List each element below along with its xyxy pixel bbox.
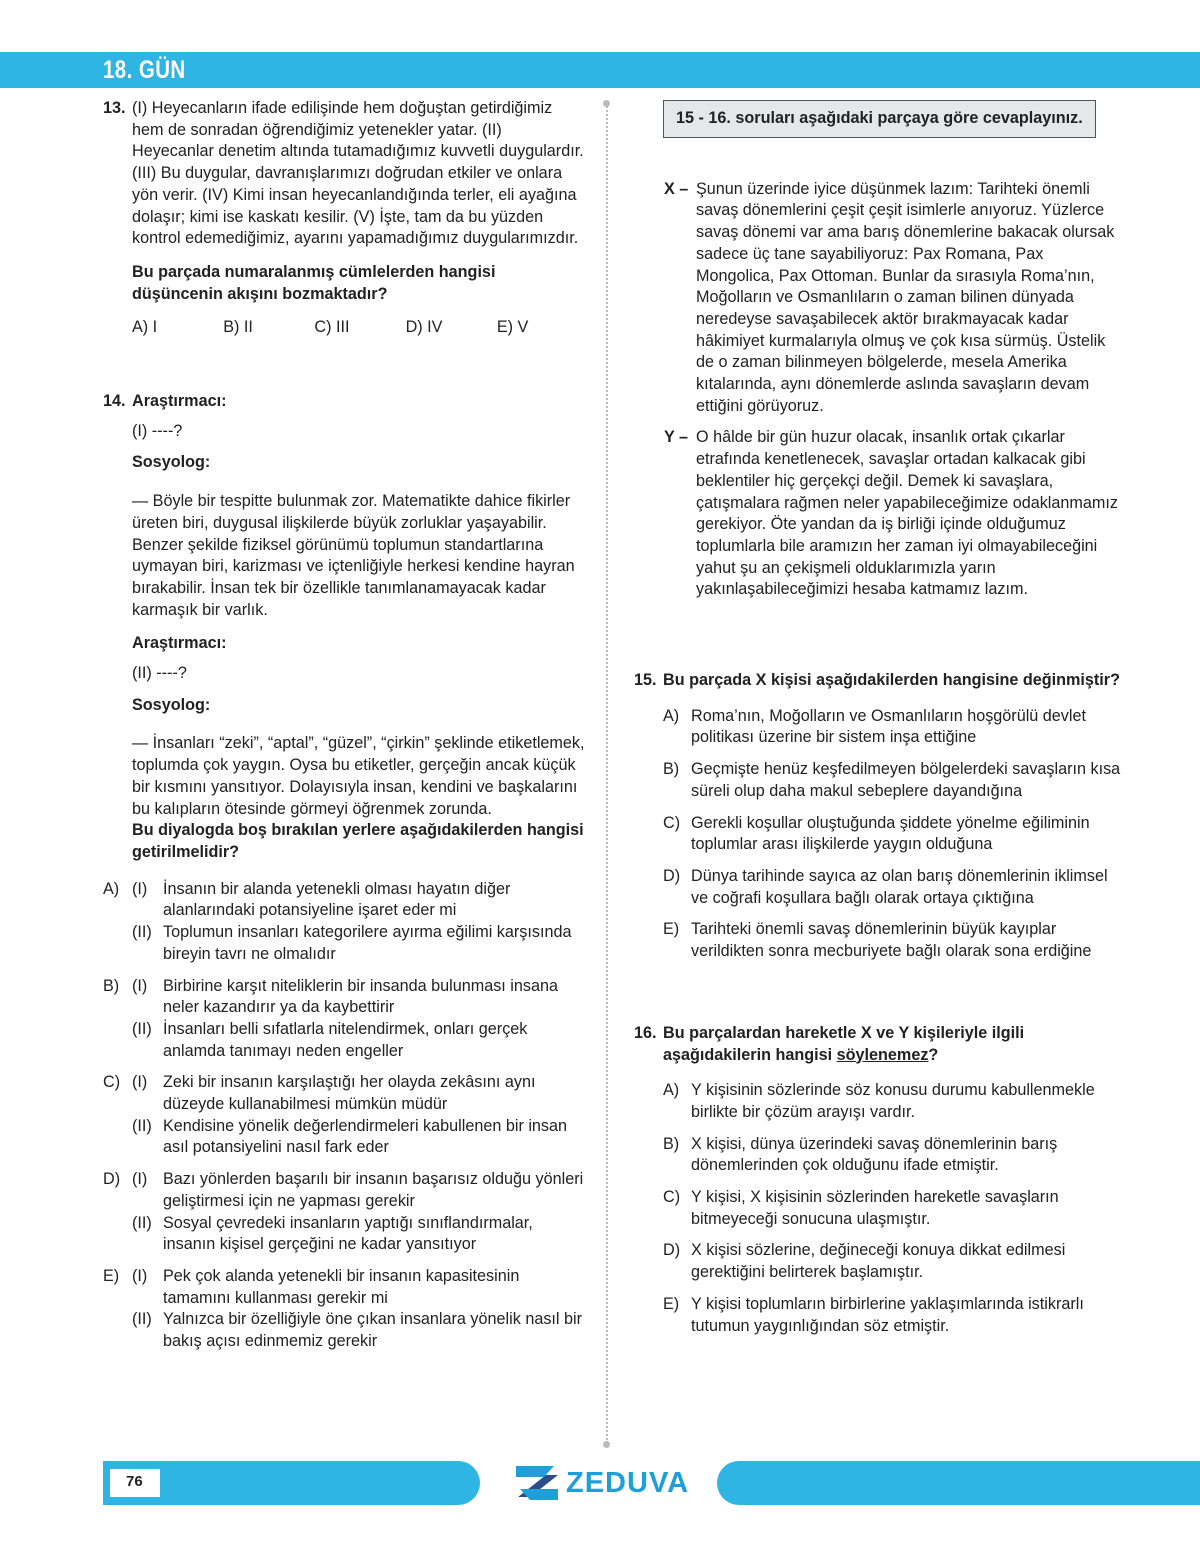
option-a[interactable] xyxy=(663,706,1124,749)
option-letter: E) xyxy=(663,1294,680,1313)
option-text-i: Bazı yönlerden başarılı bir insanın başarısız olduğu yönleri geliştirmesi için ne yapması gerekir xyxy=(163,1170,584,1210)
roman-one: (I) xyxy=(132,1170,148,1189)
speaker-researcher-1: Araştırmacı: xyxy=(132,392,227,411)
passage-x xyxy=(634,179,1124,418)
option-text: Tarihteki önemli savaş dönemlerinin büyük kayıplar verildikten sonra mecburiyete bağlı olarak sona erdiğine xyxy=(691,920,1092,961)
option-letter: D) xyxy=(663,1241,681,1260)
option-b[interactable] xyxy=(663,1134,1124,1177)
option-text-i: Pek çok alanda yetenekli bir insanın kapasitesinin tamamını kullanması gerekir mi xyxy=(163,1266,520,1307)
sociologist-answer-2: — İnsanları “zeki”, “aptal”, “güzel”, “çirkin” şeklinde etiketlemek, toplumda çok yaygın. Oysa bu etiketler, gerçeğin ancak küçük bir kısmını yansıtıyor. Dolayısıyla insan, kendini ve başkalarını bu kalıpların ötesinde görmeyi öğrenmek zorunda. xyxy=(132,734,585,818)
question-16 xyxy=(634,1023,1124,1337)
option-text: Roma’nın, Moğolların ve Osmanlıların hoşgörülü devlet politikası üzerine bir sistem inşa ettiğine xyxy=(691,706,1086,747)
right-column xyxy=(634,100,1124,1347)
option-text-i: Birbirine karşıt niteliklerin bir insanda bulunması insana neler kazandırır ya da kaybettirir xyxy=(163,976,558,1017)
option-letter: C) xyxy=(663,1188,681,1207)
option-text-i: Zeki bir insanın karşılaştığı her olayda zekâsını aynı düzeyde kullanabilmesi mümkün müdür xyxy=(163,1073,536,1114)
option-b[interactable] xyxy=(103,976,588,1063)
question-13 xyxy=(103,98,588,339)
question-14-stem: Bu diyalogda boş bırakılan yerlere aşağıdakilerden hangisi getirilmelidir? xyxy=(132,821,584,861)
divider-dot-bottom xyxy=(603,1441,610,1448)
option-letter: E) xyxy=(663,920,680,939)
speaker-x-label: X – xyxy=(664,179,689,198)
option-a[interactable] xyxy=(663,1080,1124,1123)
option-d[interactable] xyxy=(103,1169,588,1256)
option-text-ii: Toplumun insanları kategorilere ayırma eğilimi karşısında bireyin tavrı ne olmalıdır xyxy=(163,923,572,963)
option-letter: A) xyxy=(663,706,680,725)
roman-one: (I) xyxy=(132,976,148,995)
roman-two: (II) xyxy=(132,1310,152,1329)
question-15-stem: Bu parçada X kişisi aşağıdakilerden hangisine değinmiştir? xyxy=(663,671,1120,690)
question-16-mark: ? xyxy=(928,1045,939,1064)
option-text-i: İnsanın bir alanda yetenekli olması hayatın diğer alanlarındaki potansiyeline işaret eder mi xyxy=(163,879,511,920)
speaker-y-text: O hâlde bir gün huzur olacak, insanlık ortak çıkarlar etrafında kenetlenecek, savaşlar ortadan kalkacak gibi beklentiler hiç gerçekçi değil. Demek ki savaşlara, çatışmalara rağmen neler yapabileceğimize odaklanmamız gerekiyor. Öte yandan da iş birliği içinde olduğumuz toplumlarla bile aramızın her zaman iyi olmayabileceğini yahut şu an çekişmeli olduklarımızla yarın yakınlaşabileceğimizi hesaba katmamız lazım. xyxy=(696,428,1118,599)
roman-two: (II) xyxy=(132,1116,152,1135)
option-text: Dünya tarihinde sayıca az olan barış dönemlerinin iklimsel ve coğrafi koşullara bağlı olarak ortaya çıktığına xyxy=(691,866,1108,907)
option-a[interactable] xyxy=(103,879,588,966)
option-letter: D) xyxy=(103,1170,121,1189)
brand-logo xyxy=(514,1462,689,1504)
question-13-options xyxy=(132,317,588,339)
option-c[interactable] xyxy=(663,813,1124,856)
question-number: 14. xyxy=(103,392,126,411)
roman-one: (I) xyxy=(132,1073,148,1092)
option-letter: A) xyxy=(663,1081,680,1100)
roman-one: (I) xyxy=(132,1266,148,1285)
option-text-ii: Yalnızca bir özelliğiyle öne çıkan insanlara yönelik nasıl bir bakış açısı edinmemiz gerekir xyxy=(163,1310,582,1351)
day-title: 18. GÜN xyxy=(103,56,186,84)
option-letter: B) xyxy=(103,976,120,995)
option-e[interactable] xyxy=(663,919,1124,962)
option-text: Gerekli koşullar oluştuğunda şiddete yönelme eğiliminin toplumlar arası ilişkilerde yaygın olduğuna xyxy=(691,813,1090,854)
option-e[interactable] xyxy=(103,1266,588,1353)
question-16-stem-text: Bu parçalardan hareketle X ve Y kişileriyle ilgili aşağıdakilerin hangisi xyxy=(663,1023,1025,1064)
roman-two: (II) xyxy=(132,1213,152,1232)
question-number: 16. xyxy=(634,1023,657,1042)
option-letter: A) xyxy=(103,879,120,898)
option-text-ii: Sosyal çevredeki insanların yaptığı sınıflandırmalar, insanın kişisel gerçeğini ne kadar yansıtıyor xyxy=(163,1213,533,1254)
option-letter: C) xyxy=(103,1073,121,1092)
question-13-text: (I) Heyecanların ifade edilişinde hem doğuştan getirdiğimiz hem de sonradan öğrendiğimiz yetenekler yatar. (II) Heyecanlar denetim altında tutamadığımız kuvvetli duygulardır. (III) Bu duygular, davranışlarımızı doğrudan etkiler ve onlara yön verir. (IV) Kimi insan heyecanlandığında terler, eli ayağına dolaşır; kimi ise kaskatı kesilir. (V) İşte, tam da bu yüzden kontrol edemediğimiz, ayarını yapamadığımız duygularımızdır. xyxy=(132,99,584,248)
brand-name: ZEDUVA xyxy=(566,1466,690,1499)
option-letter: E) xyxy=(103,1266,120,1285)
divider-dot-top xyxy=(603,100,610,107)
option-text: Y kişisinin sözlerinde söz konusu durumu kabullenmekle birlikte bir çözüm arayışı vardır. xyxy=(691,1081,1095,1121)
left-column xyxy=(103,98,588,1353)
question-16-stem xyxy=(663,1023,1124,1066)
speaker-y-label: Y – xyxy=(664,428,689,447)
speaker-x-text: Şunun üzerinde iyice düşünmek lazım: Tarihteki önemli savaş dönemlerini çeşit çeşit isimlerle anıyoruz. Yüzlerce savaş dönemi var ama barış dönemlerine bakacak olursak sadece üç tane sayabiliyoruz: Pax Romana, Pax Mongolica, Pax Ottoman. Bunlar da sırasıyla Roma’nın, Moğolların ve Osmanlıların o zaman bilinen dünyada neredeyse savaşabilecek aktör bırakmayacak kadar hâkimiyet kurmalarıyla olmuş ve çok kısa sürmüş. Üstelik de o zaman bilinmeyen bölgelerde, mesela Amerika kıtalarında, aynı dönemlerde aslında savaşların devam ettiğini görüyoruz. xyxy=(696,179,1115,415)
roman-one: (I) xyxy=(132,879,148,898)
speaker-sociologist-2: Sosyolog: xyxy=(132,695,211,714)
roman-two: (II) xyxy=(132,1019,152,1038)
question-13-stem: Bu parçada numaralanmış cümlelerden hangisi düşüncenin akışını bozmaktadır? xyxy=(132,262,496,303)
option-text: Geçmişte henüz keşfedilmeyen bölgelerdeki savaşların kısa süreli olup daha makul sebeplere dayandığına xyxy=(691,760,1121,800)
option-e[interactable] xyxy=(663,1294,1124,1337)
passage-y xyxy=(634,427,1124,601)
sociologist-answer-1: — Böyle bir tespitte bulunmak zor. Matematikte dahice fikirler üreten biri, duygusal ilişkilerde büyük zorluklar yaşayabilir. Benzer şekilde fiziksel görünümü toplumun standartlarına uymayan biri, karizması ve içtenliğiyle herkesi kendine hayran bırakabilir. İnsan tek bir özellikle tanımlanamayacak kadar karmaşık bir varlık. xyxy=(132,492,575,619)
passage-instruction-box: 15 - 16. soruları aşağıdaki parçaya göre cevaplayınız. xyxy=(663,100,1096,138)
option-b[interactable]: B) II xyxy=(223,318,253,337)
speaker-sociologist-1: Sosyolog: xyxy=(132,453,211,472)
roman-two: (II) xyxy=(132,923,152,942)
question-14-options xyxy=(103,879,588,1353)
option-text: Y kişisi, X kişisinin sözlerinden hareketle savaşların bitmeyeceği sonucuna ulaşmıştır. xyxy=(691,1188,1059,1228)
option-c[interactable] xyxy=(103,1072,588,1159)
question-number: 13. xyxy=(103,99,126,117)
option-e[interactable]: E) V xyxy=(496,318,529,337)
option-b[interactable] xyxy=(663,759,1124,802)
option-c[interactable]: C) III xyxy=(314,318,350,337)
option-d[interactable] xyxy=(663,1240,1124,1283)
option-text-ii: Kendisine yönelik değerlendirmeleri kabullenen bir insan asıl potansiyelini nasıl fark eder xyxy=(163,1116,568,1157)
option-c[interactable] xyxy=(663,1187,1124,1230)
option-text: X kişisi sözlerine, değineceği konuya dikkat edilmesi gerektiğini belirterek başlamıştır. xyxy=(691,1241,1066,1282)
option-d[interactable] xyxy=(663,866,1124,909)
question-15 xyxy=(634,670,1124,963)
question-16-emphasis: söylenemez xyxy=(836,1045,929,1064)
zeduva-z-icon xyxy=(514,1463,560,1503)
option-letter: C) xyxy=(663,813,681,832)
blank-2: (II) ----? xyxy=(132,664,187,683)
option-text: X kişisi, dünya üzerindeki savaş dönemlerinin barış dönemlerinden çok olduğunu ifade etmiştir. xyxy=(691,1134,1058,1175)
option-text: Y kişisi toplumların birbirlerine yaklaşımlarında istikrarlı tutumun yaygınlığından söz etmiştir. xyxy=(691,1294,1084,1335)
blank-1: (I) ----? xyxy=(132,421,183,440)
option-text-ii: İnsanları belli sıfatlarla nitelendirmek, onları gerçek anlamda tanımayı neden engeller xyxy=(163,1019,528,1060)
speaker-researcher-2: Araştırmacı: xyxy=(132,634,227,653)
option-d[interactable]: D) IV xyxy=(405,318,443,337)
footer-band-right xyxy=(717,1461,1200,1505)
page-number: 76 xyxy=(126,1473,143,1490)
question-14 xyxy=(103,391,588,864)
column-divider xyxy=(606,103,608,1443)
option-letter: B) xyxy=(663,760,680,779)
option-letter: D) xyxy=(663,866,681,885)
option-a[interactable]: A) I xyxy=(132,318,158,337)
question-number: 15. xyxy=(634,671,657,690)
option-letter: B) xyxy=(663,1134,680,1153)
